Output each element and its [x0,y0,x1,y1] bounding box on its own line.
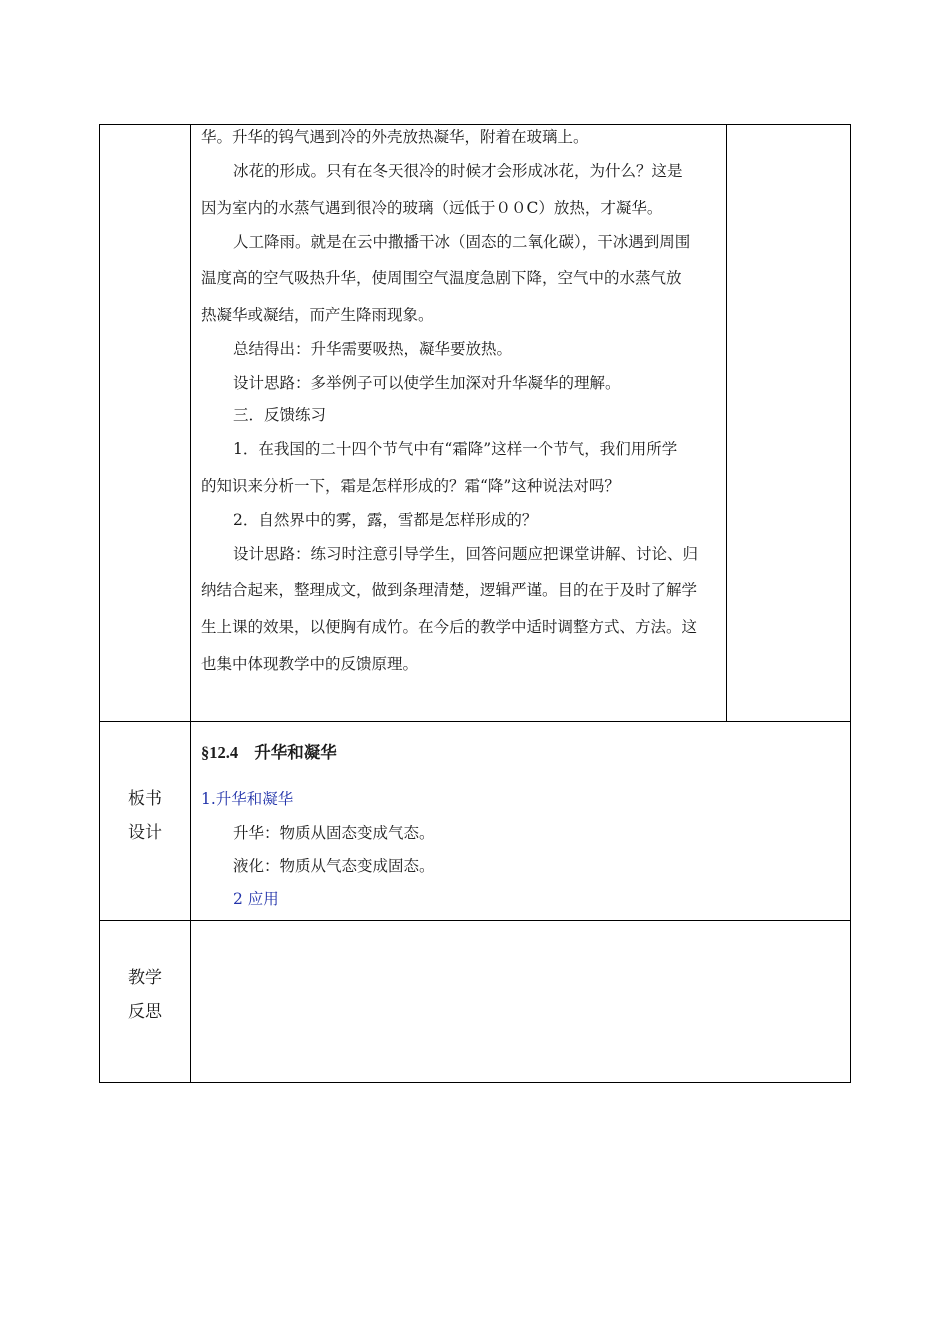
reflection-label-line2: 反思 [128,1002,162,1022]
section-title: 升华和凝华 [254,743,337,762]
reflection-label [99,967,191,1023]
board-item-1: 1.升华和凝华 [201,790,294,808]
paragraph-line: 1．在我国的二十四个节气中有“霜降”这样一个节气，我们用所学 [233,440,678,458]
col-divider-right [726,124,727,722]
board-item-2: 2 应用 [233,890,279,908]
paragraph-line: 热凝华或凝结，而产生降雨现象。 [201,306,434,324]
paragraph-line: 因为室内的水蒸气遇到很冷的玻璃（远低于００C）放热，才凝华。 [201,199,663,217]
board-heading [201,739,337,763]
paragraph-line: 温度高的空气吸热升华，使周围空气温度急剧下降，空气中的水蒸气放 [201,269,682,287]
paragraph-line: 设计思路：练习时注意引导学生，回答问题应把课堂讲解、讨论、归 [233,545,699,563]
paragraph-line: 总结得出：升华需要吸热，凝华要放热。 [233,340,513,358]
paragraph-line: 三．反馈练习 [233,406,327,424]
paragraph-line: 人工降雨。就是在云中撒播干冰（固态的二氧化碳），干冰遇到周围 [233,233,691,251]
board-design-label [99,788,191,844]
board-design-label-line2: 设计 [128,823,162,843]
paragraph-line: 也集中体现教学中的反馈原理。 [201,655,419,673]
paragraph-line: 华。升华的钨气遇到冷的外壳放热凝华，附着在玻璃上。 [201,128,589,146]
board-definition-1: 升华：物质从固态变成气态。 [233,824,435,842]
paragraph-line: 设计思路：多举例子可以使学生加深对升华凝华的理解。 [233,374,621,392]
reflection-label-line1: 教学 [128,968,162,988]
board-design-label-line1: 板书 [128,789,162,809]
paragraph-line: 生上课的效果，以便胸有成竹。在今后的教学中适时调整方式、方法。这 [201,618,698,636]
board-definition-2: 液化：物质从气态变成固态。 [233,857,435,875]
row-divider-1 [99,721,851,722]
paragraph-line: 2．自然界中的雾，露，雪都是怎样形成的？ [233,511,538,529]
paragraph-line: 的知识来分析一下，霜是怎样形成的？霜“降”这种说法对吗？ [201,477,620,495]
section-number: §12.4 [201,743,239,762]
paragraph-line: 冰花的形成。只有在冬天很冷的时候才会形成冰花，为什么？这是 [233,162,683,180]
reflection-content [191,921,850,1082]
paragraph-line: 纳结合起来，整理成文，做到条理清楚，逻辑严谨。目的在于及时了解学 [201,581,698,599]
